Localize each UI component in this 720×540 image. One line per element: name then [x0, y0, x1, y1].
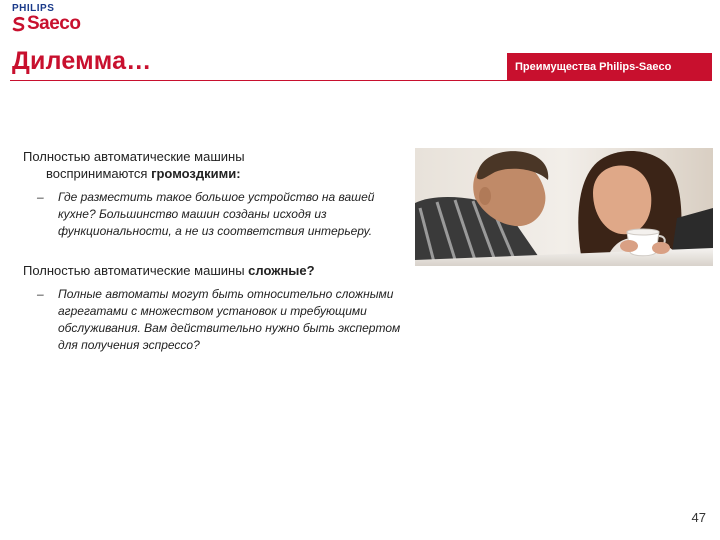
sub-bullet-bulky — [23, 189, 408, 240]
philips-wordmark: PHILIPS — [12, 3, 55, 14]
bullet-bulky-line2-text: воспринимаются — [46, 166, 152, 181]
section-badge-label: Преимущества Philips-Saeco — [515, 61, 672, 73]
bullet-complex-text: Полностью автоматические машины — [23, 263, 249, 278]
saeco-mark-icon — [12, 16, 26, 32]
sub-bullet-complex — [23, 286, 408, 354]
slide-title: Дилемма… — [12, 47, 152, 75]
section-badge — [507, 53, 712, 81]
bullet-bulky-line2 — [23, 166, 241, 181]
philips-saeco-logo — [12, 3, 80, 33]
bullet-complex-emphasis: сложные? — [248, 263, 315, 278]
bullet-bulky-emphasis: громоздкими: — [151, 166, 241, 181]
sub-bullet-complex-text: Полные автоматы могут быть относительно сложными агрегатами с множеством установок и требующими обслуживания. Вам действительно нужно быть экспертом для получения эспрессо? — [58, 287, 401, 352]
header-divider — [10, 80, 712, 81]
couple-with-coffee-photo — [415, 148, 713, 266]
page-number: 47 — [691, 510, 706, 525]
sub-bullet-dash: – — [37, 287, 44, 301]
bullet-bulky — [23, 148, 408, 182]
sub-bullet-dash: – — [37, 190, 44, 204]
sub-bullet-bulky-text: Где разместить такое большое устройство на вашей кухне? Большинство машин созданы исходя из функциональности, а не из соответствия интерьеру. — [58, 190, 375, 238]
bullet-complex — [23, 262, 408, 279]
saeco-wordmark: Saeco — [27, 13, 81, 34]
slide-content — [23, 148, 408, 354]
bullet-bulky-line1: Полностью автоматические машины — [23, 149, 245, 164]
